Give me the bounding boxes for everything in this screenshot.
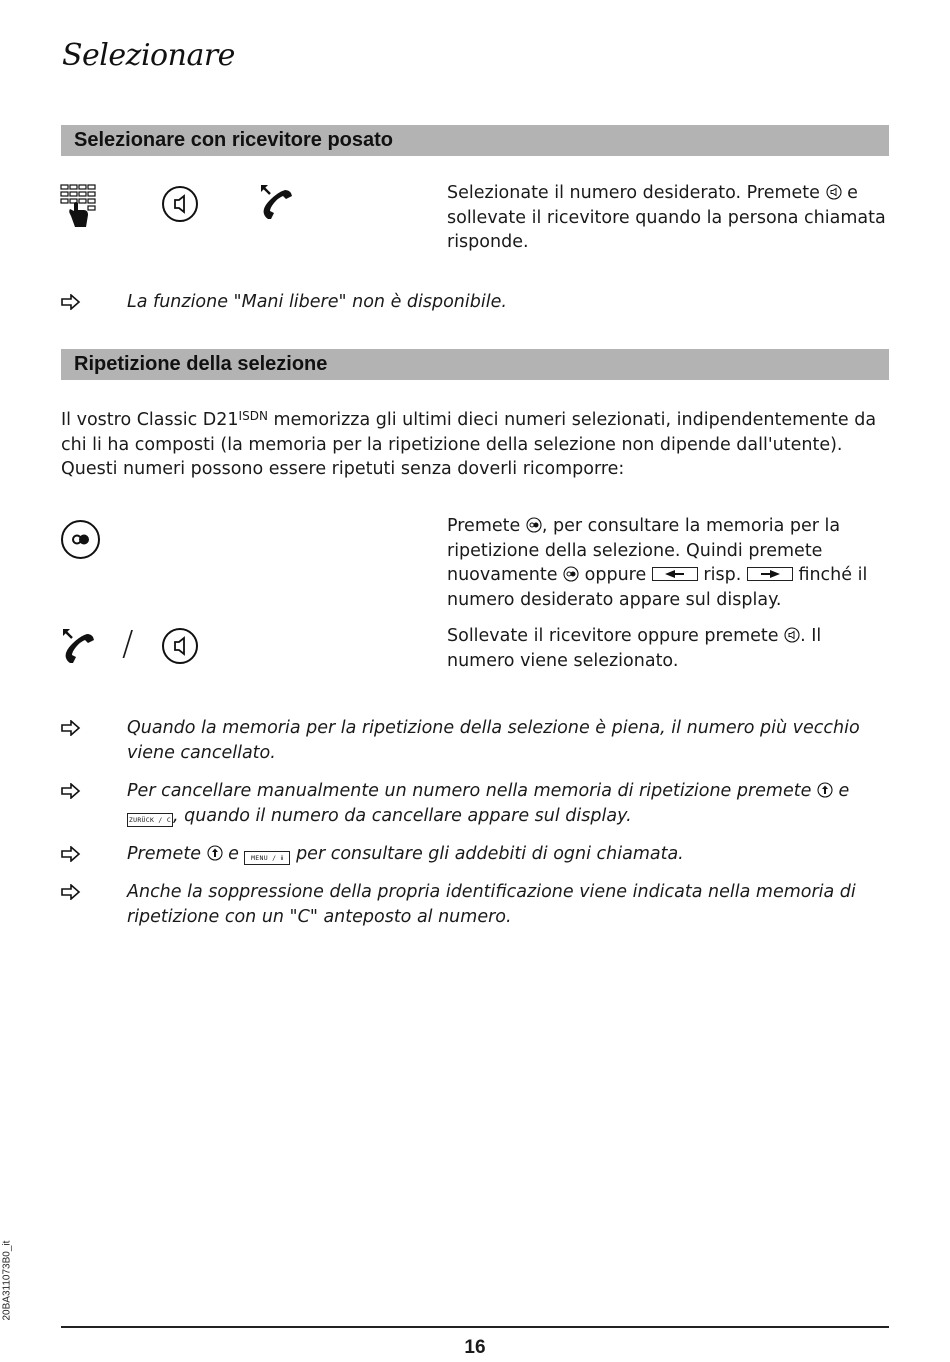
note-text: La funzione "Mani libere" non è disponibile. xyxy=(127,292,507,312)
or-separator: / xyxy=(122,624,134,664)
note-arrow-icon xyxy=(61,783,81,799)
note-arrow-icon xyxy=(61,294,81,310)
key-label: ZURÜCK / C xyxy=(128,816,172,824)
redial-button-icon xyxy=(61,520,100,559)
note-arrow-icon xyxy=(61,720,81,736)
step-part: oppure xyxy=(584,565,647,585)
note-part: per consultare gli addebiti di ogni chiamata. xyxy=(296,844,684,864)
section-heading-bar xyxy=(61,349,889,380)
section-heading: Selezionare con ricevitore posato xyxy=(74,129,393,151)
key-label: MENU / ⅱ xyxy=(251,854,284,862)
step-text xyxy=(447,514,887,612)
note-arrow-icon xyxy=(61,884,81,900)
footer-rule xyxy=(61,1326,889,1328)
keypad-hand-icon xyxy=(60,183,100,231)
note-part: e xyxy=(838,781,850,801)
note-text: Quando la memoria per la ripetizione della selezione è piena, il numero più vecchio viene cancellato. xyxy=(127,718,860,763)
step-part: risp. xyxy=(703,565,742,585)
note-part: Premete xyxy=(127,844,201,864)
intro-part: Il vostro Classic D21 xyxy=(61,410,239,430)
right-arrow-key-icon xyxy=(747,567,793,581)
page-title: Selezionare xyxy=(62,38,235,73)
note-part: e xyxy=(228,844,239,864)
step-part: Sollevate il ricevitore oppure premete xyxy=(447,626,779,646)
note-part: quando il numero da cancellare appare sul display. xyxy=(184,806,632,826)
intro-part: memorizza gli ultimi dieci numeri selezionati, indipendentemente da chi li ha composti (la memoria per la ripetizione della selezione non dipende dall'utente). Questi numeri possono essere ripetuti senza doverli ricomporre: xyxy=(61,410,877,479)
instruction-part: e sollevate il ricevitore quando la persona chiamata risponde. xyxy=(447,183,886,252)
step-part: . Il numero viene selezionato. xyxy=(447,626,822,671)
instruction-text xyxy=(447,181,887,255)
speaker-button-icon xyxy=(162,628,198,664)
zurueck-key-icon xyxy=(127,813,173,827)
note-part: Per cancellare manualmente un numero nella memoria di ripetizione premete xyxy=(127,781,812,801)
note-text: Anche la soppressione della propria identificazione viene indicata nella memoria di ripetizione con un "C" anteposto al numero. xyxy=(127,882,856,927)
note-part: , xyxy=(173,806,179,826)
intro-superscript: ISDN xyxy=(238,409,268,423)
section-heading: Ripetizione della selezione xyxy=(74,353,328,375)
step-part: finché il numero desiderato appare sul display. xyxy=(447,565,868,610)
shift-up-button-icon xyxy=(817,782,833,798)
page-number: 16 xyxy=(464,1337,486,1358)
menu-key-icon xyxy=(244,851,290,865)
step-text xyxy=(447,624,887,673)
note-arrow-icon xyxy=(61,846,81,862)
instruction-part: Selezionate il numero desiderato. Premete xyxy=(447,183,820,203)
handset-lift-icon xyxy=(60,626,100,666)
section-heading-bar xyxy=(61,125,889,156)
speaker-button-icon xyxy=(826,184,842,200)
document-code: 20BA311073B0_it xyxy=(1,1240,13,1321)
note-text xyxy=(127,842,892,867)
shift-up-button-icon xyxy=(207,845,223,861)
redial-button-icon xyxy=(563,566,579,582)
note-text xyxy=(127,779,892,829)
redial-button-icon xyxy=(526,517,542,533)
step-part: Premete xyxy=(447,516,521,536)
step-part: , per consultare la memoria per la ripetizione della selezione. Quindi premete nuovamente xyxy=(447,516,841,585)
handset-lift-icon xyxy=(258,182,298,222)
speaker-button-icon xyxy=(162,186,198,222)
intro-paragraph xyxy=(61,404,891,482)
left-arrow-key-icon xyxy=(652,567,698,581)
speaker-button-icon xyxy=(784,627,800,643)
